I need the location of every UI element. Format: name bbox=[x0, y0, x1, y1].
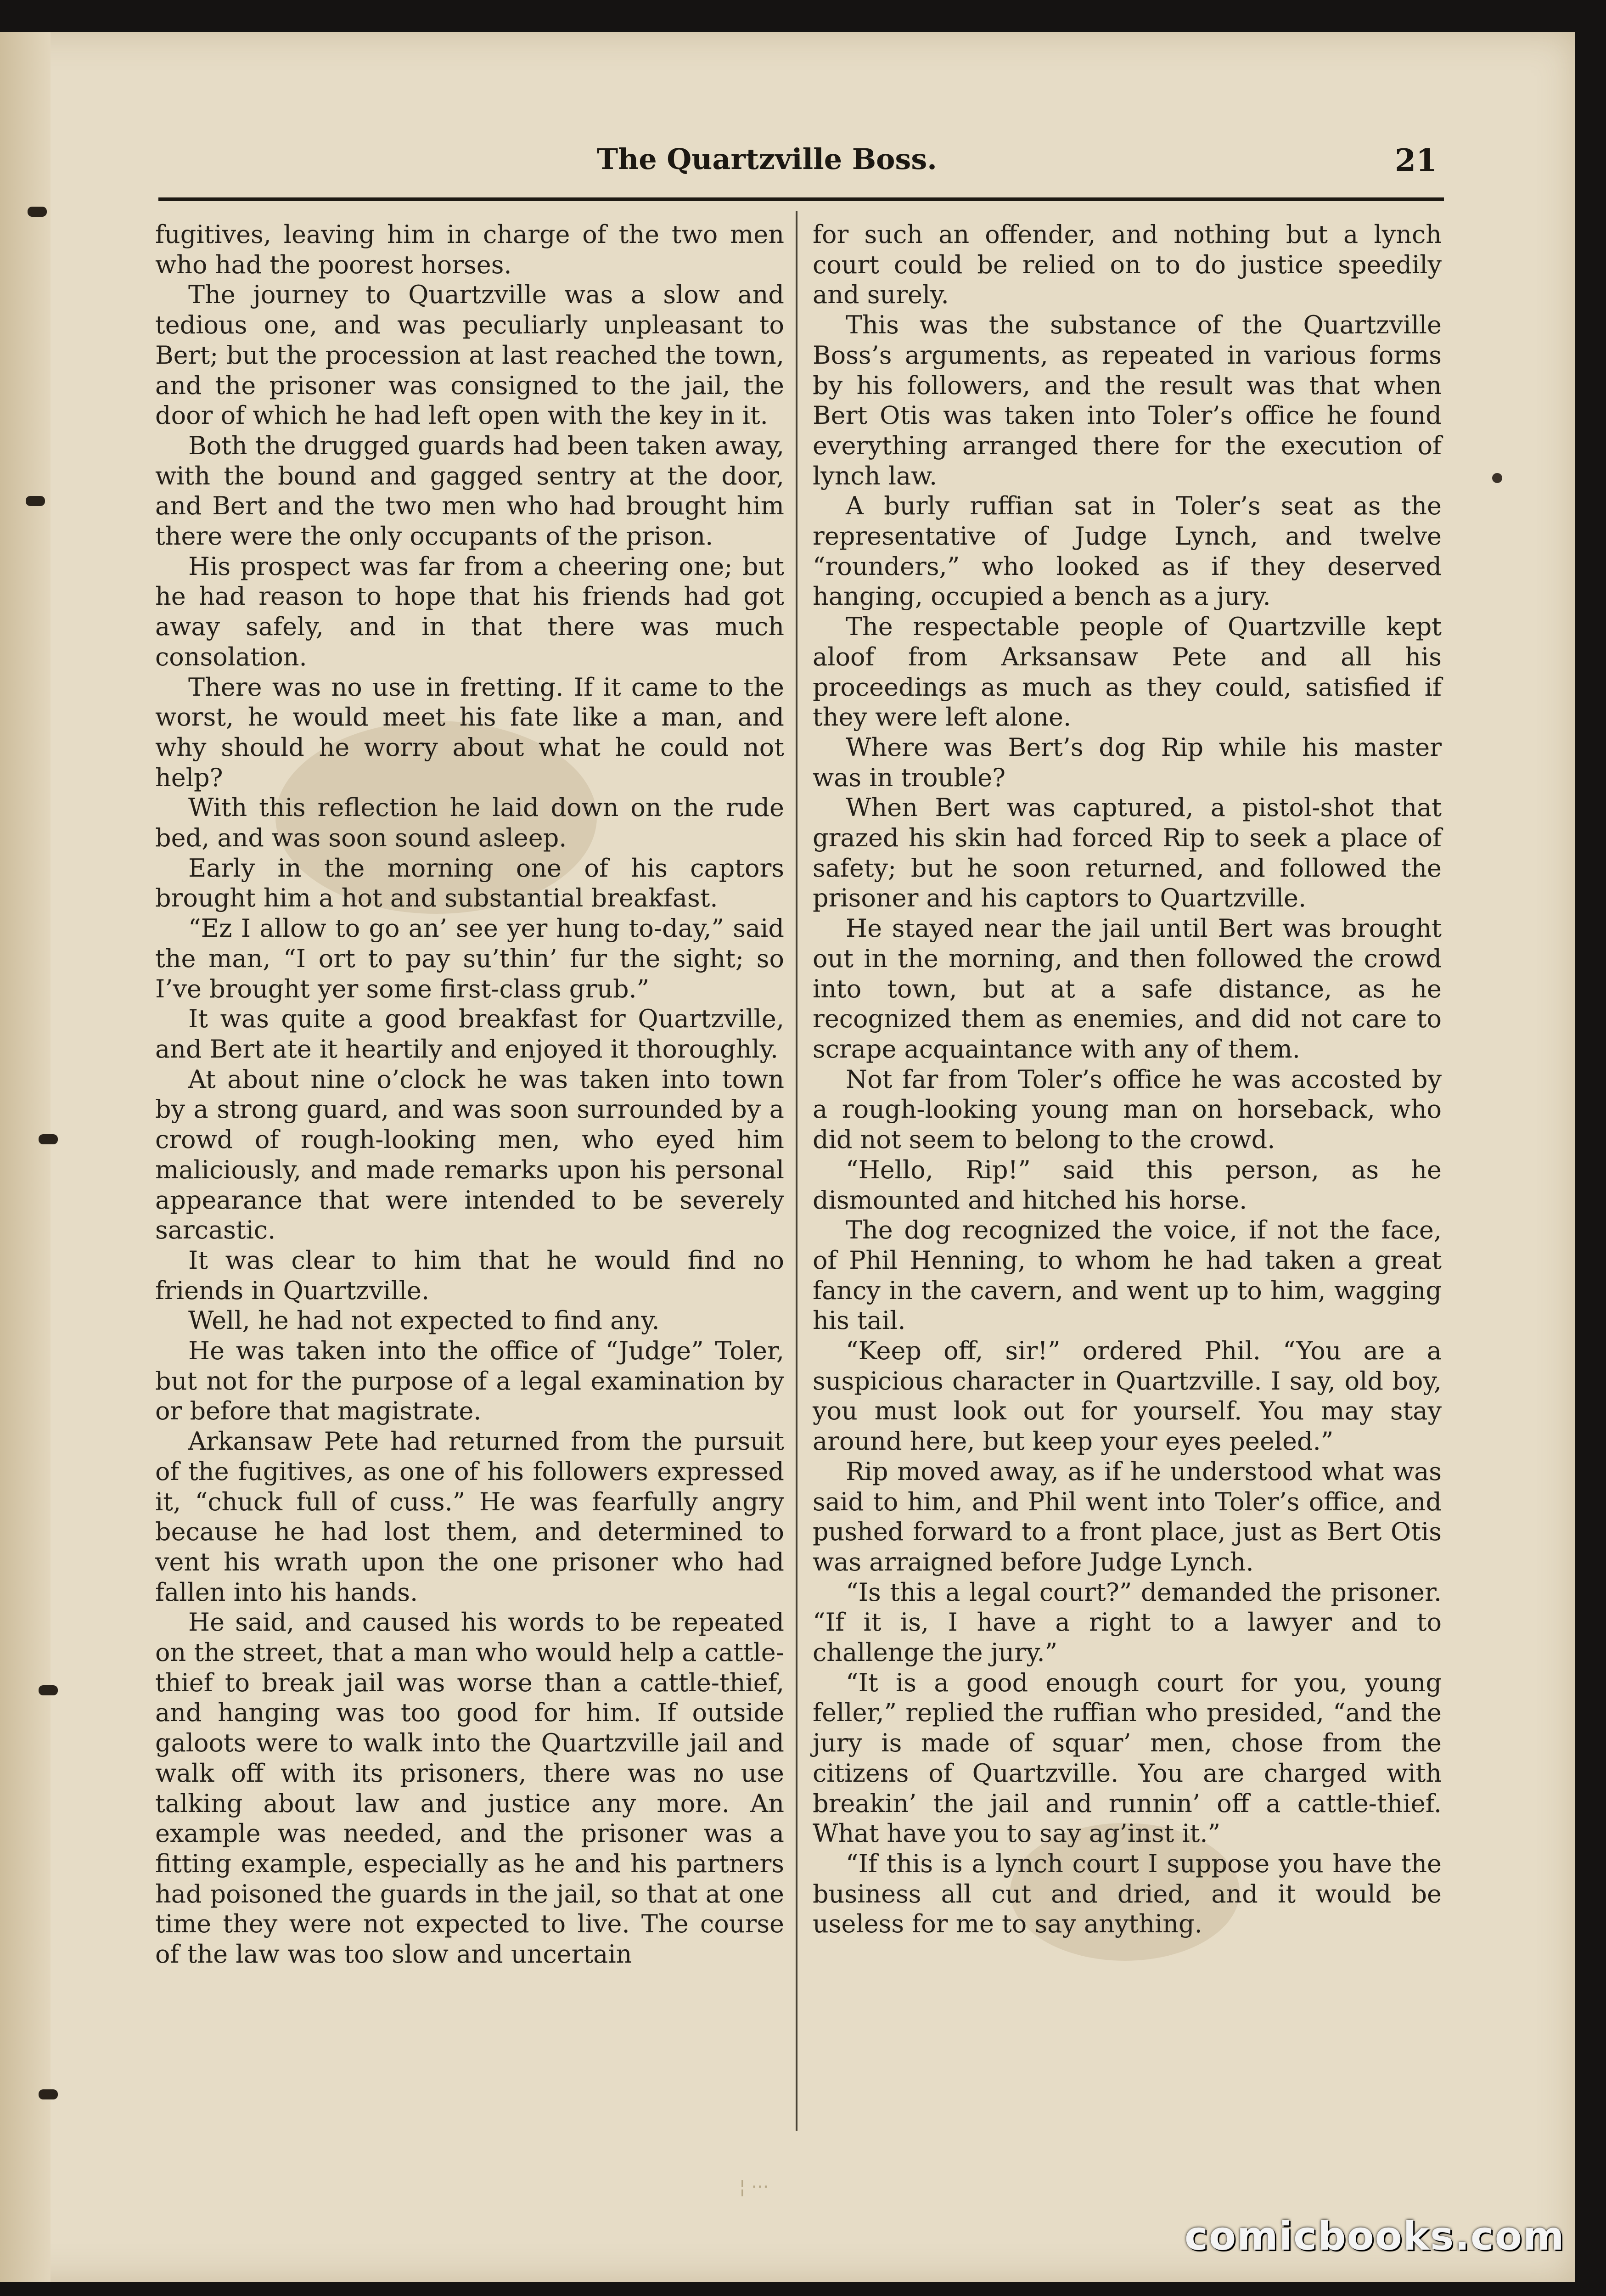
paragraph: With this reflection he laid down on the rude bed, and was soon sound asleep. bbox=[155, 793, 784, 853]
paragraph: When Bert was captured, a pistol-shot that grazed his skin had forced Rip to seek a place of safety; but he soon returned, and followed the prisoner and his captors to Quartzville. bbox=[813, 793, 1442, 913]
paragraph: Both the drugged guards had been taken away, with the bound and gagged sentry at the door, and Bert and the two men who had brought him there were the only occupants of the prison. bbox=[155, 431, 784, 551]
text-column-right bbox=[813, 219, 1442, 1939]
paragraph: Where was Bert’s dog Rip while his master was in trouble? bbox=[813, 732, 1442, 792]
paragraph: “It is a good enough court for you, young feller,” replied the ruffian who presided, “and the jury is made of squar’ men, chose from the citizens of Quartzville. You are charged with breakin’ the jail and runnin’ off a cattle-thief. What have you to say ag’inst it.” bbox=[813, 1668, 1442, 1848]
paragraph: “Is this a legal court?” demanded the prisoner. “If it is, I have a right to a lawyer and to challenge the jury.” bbox=[813, 1577, 1442, 1667]
text-column-left bbox=[155, 219, 784, 1970]
paragraph: The journey to Quartzville was a slow and tedious one, and was peculiarly unpleasant to Bert; but the procession at last reached the town, and the prisoner was consigned to the jail, the door of which he had left open with the key in it. bbox=[155, 280, 784, 430]
running-head: The Quartzville Boss. bbox=[597, 142, 937, 176]
column-divider bbox=[796, 211, 797, 2131]
paragraph: He stayed near the jail until Bert was brought out in the morning, and then followed the crowd into town, but at a safe distance, as he recognized them as enemies, and did not care to scrape acquaintance with any of them. bbox=[813, 914, 1442, 1064]
watermark: comicbooks.com bbox=[1185, 2213, 1565, 2259]
paragraph: The respectable people of Quartzville kept aloof from Arksansaw Pete and all his proceedings as much as they could, satisfied if they were left alone. bbox=[813, 612, 1442, 732]
paragraph: Not far from Toler’s office he was accosted by a rough-looking young man on horseback, who did not seem to belong to the crowd. bbox=[813, 1064, 1442, 1154]
paragraph: It was clear to him that he would find no friends in Quartzville. bbox=[155, 1245, 784, 1305]
paragraph: This was the substance of the Quartzville Boss’s arguments, as repeated in various forms by his followers, and the result was that when Bert Otis was taken into Toler’s office he found everything arranged there for the execution of lynch law. bbox=[813, 310, 1442, 490]
binding-staple bbox=[39, 1134, 58, 1144]
binding-gutter bbox=[0, 32, 51, 2282]
paragraph: fugitives, leaving him in charge of the two men who had the poorest horses. bbox=[155, 220, 784, 279]
paragraph: Rip moved away, as if he understood what was said to him, and Phil went into Toler’s office, and pushed forward to a front place, just as Bert Otis was arraigned before Judge Lynch. bbox=[813, 1457, 1442, 1576]
paragraph: Arkansaw Pete had returned from the pursuit of the fugitives, as one of his followers expressed it, “chuck full of cuss.” He was fearfully angry because he had lost them, and determined to vent his wrath upon the one prisoner who had fallen into his hands. bbox=[155, 1427, 784, 1607]
paragraph: He said, and caused his words to be repeated on the street, that a man who would help a cattle-thief to break jail was worse than a cattle-thief, and hanging was too good for him. If outside galoots were to walk into the Quartzville jail and walk off with its prisoners, there was no use talking about law and justice any more. An example was needed, and the prisoner was a fitting example, especially as he and his partners had poisoned the guards in the jail, so that at one time they were not expected to live. The course of the law was too slow and uncertain bbox=[155, 1608, 784, 1969]
paragraph: Well, he had not expected to find any. bbox=[188, 1306, 660, 1335]
paragraph: A burly ruffian sat in Toler’s seat as the representative of Judge Lynch, and twelve “rounders,” who looked as if they deserved hanging, occupied a bench as a jury. bbox=[813, 491, 1442, 611]
paragraph: It was quite a good breakfast for Quartzville, and Bert ate it heartily and enjoyed it thoroughly. bbox=[155, 1004, 784, 1064]
paragraph: The dog recognized the voice, if not the face, of Phil Henning, to whom he had taken a great fancy in the cavern, and went up to him, wagging his tail. bbox=[813, 1216, 1442, 1335]
binding-staple bbox=[39, 2089, 58, 2099]
paragraph: “Keep off, sir!” ordered Phil. “You are a suspicious character in Quartzville. I say, old boy, you must look out for yourself. You may stay around here, but keep your eyes peeled.” bbox=[813, 1336, 1442, 1456]
binding-staple bbox=[39, 1685, 58, 1695]
binding-staple bbox=[28, 207, 47, 217]
paragraph: His prospect was far from a cheering one; but he had reason to hope that his friends had got away safely, and in that there was much consolation. bbox=[155, 551, 784, 671]
paragraph: There was no use in fretting. If it came to the worst, he would meet his fate like a man, and why should he worry about what he could not help? bbox=[155, 672, 784, 792]
paragraph: “Ez I allow to go an’ see yer hung to-day,” said the man, “I ort to pay su’thin’ fur the sight; so I’ve brought yer some first-class grub.” bbox=[155, 914, 784, 1003]
paragraph: for such an offender, and nothing but a lynch court could be relied on to do justice speedily and surely. bbox=[813, 220, 1442, 310]
paragraph: “If this is a lynch court I suppose you have the business all cut and dried, and it would be useless for me to say anything. bbox=[813, 1849, 1442, 1939]
footer-smudge: ¦ ··· bbox=[739, 2177, 769, 2198]
paper-speck bbox=[1492, 473, 1502, 483]
page-number: 21 bbox=[1395, 142, 1437, 178]
paragraph: “Hello, Rip!” said this person, as he dismounted and hitched his horse. bbox=[813, 1155, 1442, 1215]
page-header bbox=[156, 133, 1442, 188]
paragraph: At about nine o’clock he was taken into town by a strong guard, and was soon surrounded by a crowd of rough-looking men, who eyed him maliciously, and made remarks upon his personal appearance that were intended to be severely sarcastic. bbox=[155, 1064, 784, 1245]
paragraph: Early in the morning one of his captors brought him a hot and substantial breakfast. bbox=[155, 853, 784, 913]
header-rule bbox=[158, 197, 1444, 201]
binding-staple bbox=[26, 496, 45, 506]
paragraph: He was taken into the office of “Judge” Toler, but not for the purpose of a legal examination by or before that magistrate. bbox=[155, 1336, 784, 1426]
